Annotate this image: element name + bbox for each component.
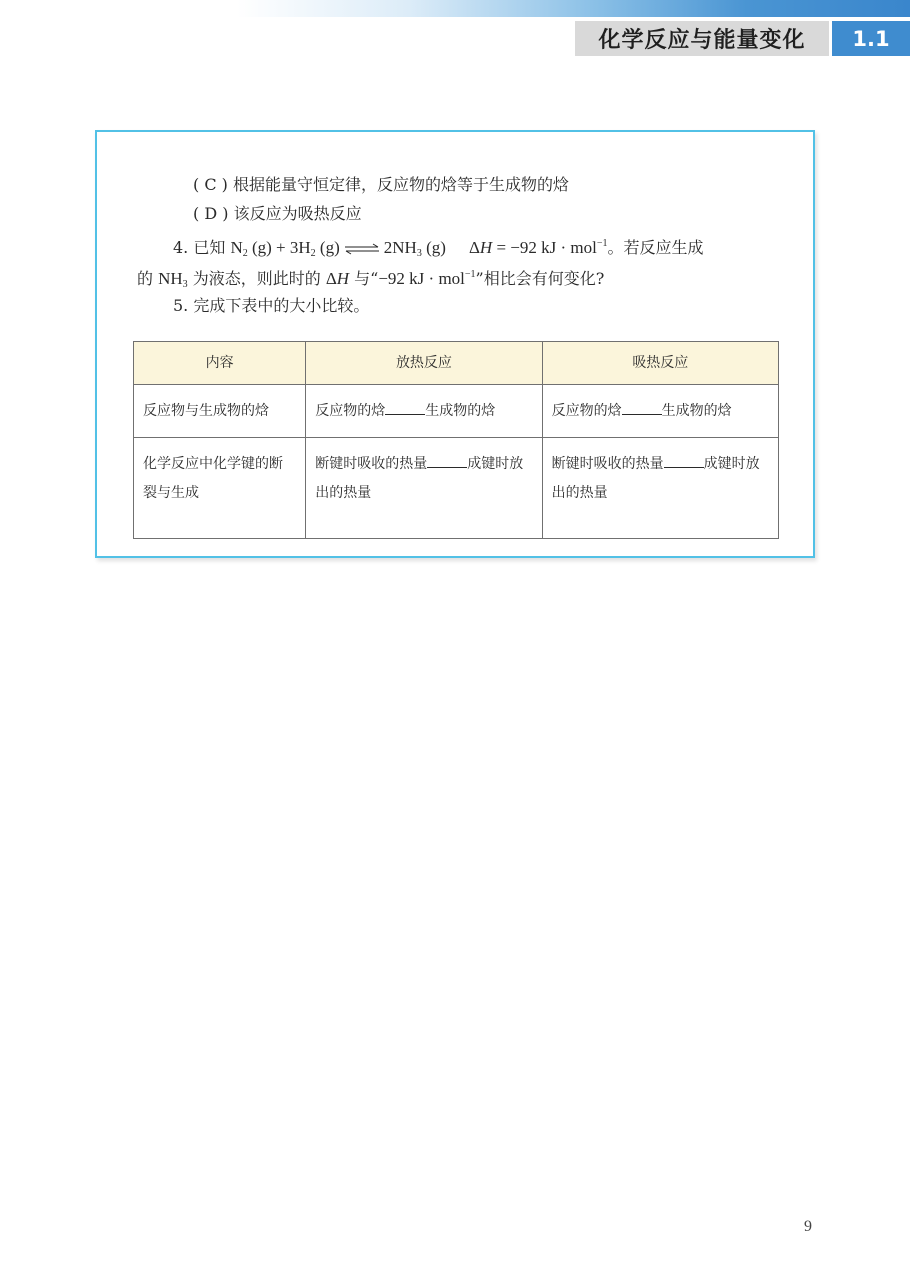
fill-blank[interactable]	[427, 454, 467, 468]
q4-quoted-value: −92 kJ · mol$^{-1}$	[378, 269, 476, 288]
q4-delta-h: ΔH = −92 kJ · mol$^{-1}$	[468, 238, 608, 257]
table-row	[134, 438, 779, 539]
table-header-row	[134, 342, 779, 385]
table-row	[134, 385, 779, 438]
q4-prefix: 4. 已知	[173, 238, 231, 257]
q4-reactants: $N_2$ $(g) + 3H_2$ (g)	[230, 238, 340, 259]
header-exothermic: 放热反应	[306, 342, 542, 385]
q4-line2-b: ”相比会有何变化?	[475, 269, 605, 288]
fill-blank[interactable]	[385, 401, 425, 415]
chapter-title: 化学反应与能量变化	[575, 21, 829, 56]
row-label: 反应物与生成物的焓	[134, 385, 306, 438]
q4-product: $2NH_3$ (g)	[383, 238, 446, 259]
q4-line2-a: 的 $NH_3$ 为液态，则此时的 ΔH 与“	[137, 269, 379, 290]
row-label: 化学反应中化学键的断裂与生成	[134, 438, 306, 539]
comparison-table	[133, 341, 779, 539]
page-number: 9	[804, 1218, 812, 1235]
exothermic-cell: 反应物的焓 生成物的焓	[306, 385, 542, 438]
exercise-box	[95, 130, 815, 558]
option-d: ( D ) 该反应为吸热反应	[193, 204, 362, 223]
exothermic-cell: 断键时吸收的热量 成键时放出的热量	[306, 438, 542, 539]
endothermic-cell: 反应物的焓 生成物的焓	[542, 385, 778, 438]
equilibrium-arrow-icon	[344, 243, 380, 255]
fill-blank[interactable]	[664, 454, 704, 468]
question-5: 5. 完成下表中的大小比较。	[173, 296, 370, 315]
option-c: ( C ) 根据能量守恒定律，反应物的焓等于生成物的焓	[193, 175, 569, 194]
header-content: 内容	[134, 342, 306, 385]
q4-suffix: 。若反应生成	[607, 238, 704, 257]
section-number: 1.1	[832, 21, 910, 56]
endothermic-cell: 断键时吸收的热量 成键时放出的热量	[542, 438, 778, 539]
question-4-line-1	[173, 233, 704, 265]
header-gradient-bar	[0, 0, 910, 17]
fill-blank[interactable]	[622, 401, 662, 415]
header-endothermic: 吸热反应	[542, 342, 778, 385]
question-4-line-2	[137, 264, 604, 296]
